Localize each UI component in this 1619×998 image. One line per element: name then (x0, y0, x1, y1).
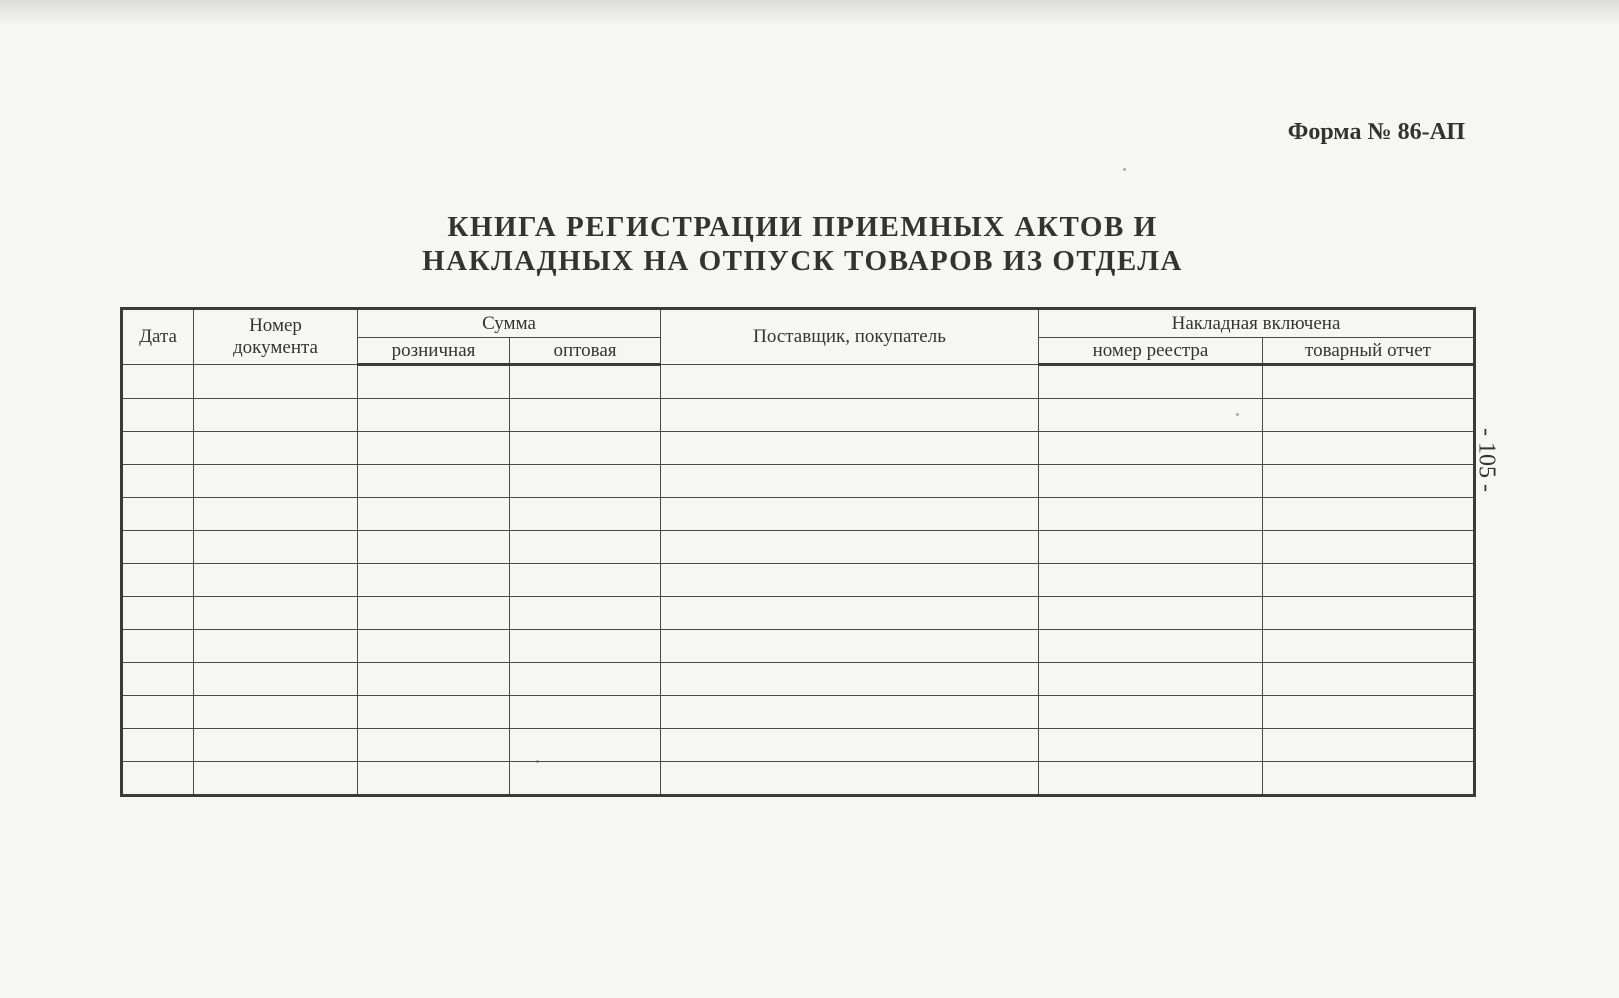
date-cell (122, 663, 194, 696)
goods-report-cell (1263, 498, 1475, 531)
date-cell (122, 729, 194, 762)
supplier-cell (661, 465, 1039, 498)
sum-retail-cell (358, 564, 510, 597)
document-number-cell (194, 432, 358, 465)
header-goods-report: товарный отчет (1263, 338, 1475, 365)
sum-wholesale-cell (510, 498, 661, 531)
goods-report-cell (1263, 564, 1475, 597)
header-invoice-included: Накладная включена (1039, 309, 1475, 338)
sum-wholesale-cell (510, 663, 661, 696)
header-sum-retail: розничная (358, 338, 510, 365)
registry-number-cell (1039, 399, 1263, 432)
registry-number-cell (1039, 432, 1263, 465)
title-line-1: КНИГА РЕГИСТРАЦИИ ПРИЕМНЫХ АКТОВ И (447, 211, 1158, 243)
sum-wholesale-cell (510, 399, 661, 432)
goods-report-cell (1263, 597, 1475, 630)
registry-number-cell (1039, 663, 1263, 696)
sum-wholesale-cell (510, 531, 661, 564)
goods-report-cell (1263, 432, 1475, 465)
document-number-cell (194, 365, 358, 399)
document-number-cell (194, 531, 358, 564)
registry-number-cell (1039, 365, 1263, 399)
scan-shadow (0, 0, 1619, 26)
table-row (122, 498, 1475, 531)
sum-retail-cell (358, 365, 510, 399)
sum-wholesale-cell (510, 729, 661, 762)
document-number-cell (194, 663, 358, 696)
registry-number-cell (1039, 498, 1263, 531)
registry-number-cell (1039, 465, 1263, 498)
table-row (122, 432, 1475, 465)
date-cell (122, 762, 194, 796)
form-number: Форма № 86-АП (1287, 119, 1465, 145)
header-supplier-buyer: Поставщик, покупатель (661, 309, 1039, 365)
header-sum: Сумма (358, 309, 661, 338)
table-row (122, 465, 1475, 498)
date-cell (122, 597, 194, 630)
supplier-cell (661, 696, 1039, 729)
table-row (122, 564, 1475, 597)
document-number-cell (194, 597, 358, 630)
register-table (120, 307, 1476, 797)
date-cell (122, 432, 194, 465)
goods-report-cell (1263, 365, 1475, 399)
supplier-cell (661, 762, 1039, 796)
registry-number-cell (1039, 762, 1263, 796)
date-cell (122, 696, 194, 729)
sum-wholesale-cell (510, 365, 661, 399)
table-row (122, 597, 1475, 630)
goods-report-cell (1263, 531, 1475, 564)
registry-number-cell (1039, 696, 1263, 729)
date-cell (122, 498, 194, 531)
sum-retail-cell (358, 630, 510, 663)
date-cell (122, 399, 194, 432)
header-registry-number: номер реестра (1039, 338, 1263, 365)
header-document-number-line2: документа (233, 337, 318, 358)
date-cell (122, 365, 194, 399)
registry-number-cell (1039, 564, 1263, 597)
supplier-cell (661, 663, 1039, 696)
header-document-number-line1: Номер (249, 315, 302, 336)
header-sum-wholesale: оптовая (510, 338, 661, 365)
goods-report-cell (1263, 762, 1475, 796)
sum-wholesale-cell (510, 762, 661, 796)
header-date: Дата (122, 309, 194, 365)
sum-wholesale-cell (510, 696, 661, 729)
sum-retail-cell (358, 399, 510, 432)
supplier-cell (661, 564, 1039, 597)
table-row (122, 663, 1475, 696)
title-line-2: НАКЛАДНЫХ НА ОТПУСК ТОВАРОВ ИЗ ОТДЕЛА (422, 245, 1183, 277)
date-cell (122, 630, 194, 663)
sum-retail-cell (358, 696, 510, 729)
sum-retail-cell (358, 597, 510, 630)
supplier-cell (661, 531, 1039, 564)
table-row (122, 762, 1475, 796)
goods-report-cell (1263, 696, 1475, 729)
document-number-cell (194, 564, 358, 597)
date-cell (122, 564, 194, 597)
document-number-cell (194, 729, 358, 762)
document-number-cell (194, 696, 358, 729)
goods-report-cell (1263, 663, 1475, 696)
table-row (122, 729, 1475, 762)
table-body (122, 365, 1475, 796)
header-row-1 (122, 309, 1475, 338)
supplier-cell (661, 365, 1039, 399)
document-number-cell (194, 465, 358, 498)
sum-retail-cell (358, 762, 510, 796)
sum-wholesale-cell (510, 630, 661, 663)
sum-retail-cell (358, 465, 510, 498)
page-title (0, 210, 1605, 278)
table-row (122, 531, 1475, 564)
goods-report-cell (1263, 465, 1475, 498)
header-document-number (194, 309, 358, 365)
sum-wholesale-cell (510, 597, 661, 630)
supplier-cell (661, 630, 1039, 663)
sum-retail-cell (358, 498, 510, 531)
registry-number-cell (1039, 531, 1263, 564)
document-number-cell (194, 630, 358, 663)
scan-speck (1123, 168, 1126, 171)
table-row (122, 696, 1475, 729)
sum-wholesale-cell (510, 432, 661, 465)
supplier-cell (661, 729, 1039, 762)
document-number-cell (194, 498, 358, 531)
document-number-cell (194, 762, 358, 796)
page-number: - 105 - (1473, 428, 1500, 492)
goods-report-cell (1263, 729, 1475, 762)
date-cell (122, 531, 194, 564)
sum-wholesale-cell (510, 465, 661, 498)
table-row (122, 399, 1475, 432)
document-number-cell (194, 399, 358, 432)
goods-report-cell (1263, 399, 1475, 432)
sum-retail-cell (358, 531, 510, 564)
table-row (122, 630, 1475, 663)
sum-wholesale-cell (510, 564, 661, 597)
supplier-cell (661, 399, 1039, 432)
sum-retail-cell (358, 663, 510, 696)
supplier-cell (661, 432, 1039, 465)
registry-number-cell (1039, 729, 1263, 762)
sum-retail-cell (358, 729, 510, 762)
registry-number-cell (1039, 597, 1263, 630)
goods-report-cell (1263, 630, 1475, 663)
supplier-cell (661, 498, 1039, 531)
table-row (122, 365, 1475, 399)
registry-number-cell (1039, 630, 1263, 663)
supplier-cell (661, 597, 1039, 630)
sum-retail-cell (358, 432, 510, 465)
date-cell (122, 465, 194, 498)
